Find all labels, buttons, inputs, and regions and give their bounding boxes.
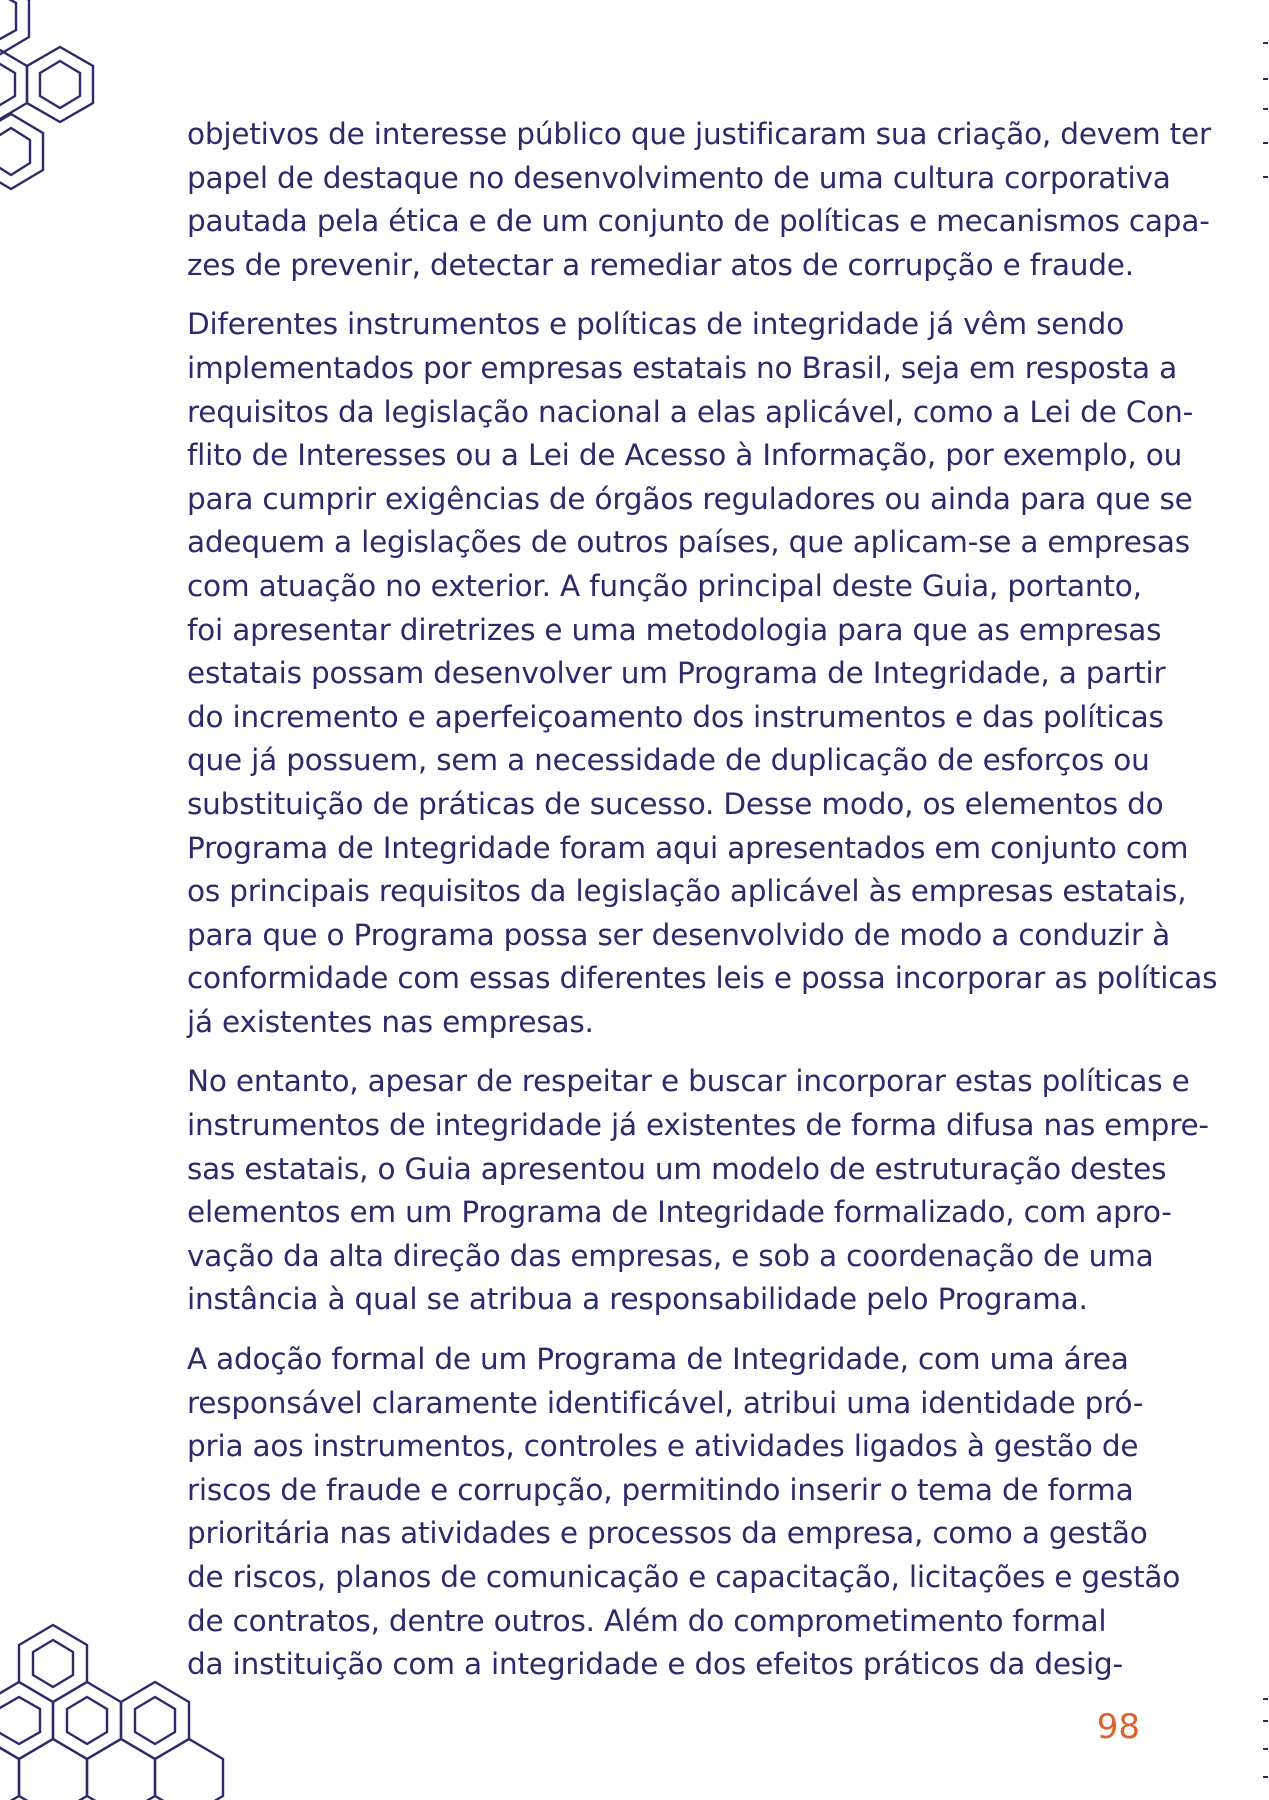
text-line: estatais possam desenvolver um Programa de Integridade, a partir bbox=[187, 656, 1166, 691]
text-line: requisitos da legislação nacional a elas aplicável, como a Lei de Con- bbox=[187, 394, 1194, 429]
edge-mark bbox=[1263, 142, 1268, 144]
right-edge-marks-top bbox=[1261, 30, 1269, 200]
text-line: de contratos, dentre outros. Além do comprometimento formal bbox=[187, 1603, 1107, 1638]
text-line: da instituição com a integridade e dos efeitos práticos da desig- bbox=[187, 1647, 1123, 1682]
hexagon-outline bbox=[135, 1697, 175, 1744]
text-line: conformidade com essas diferentes leis e possa incorporar as políticas bbox=[187, 961, 1218, 996]
text-line: Programa de Integridade foram aqui apresentados em conjunto com bbox=[187, 830, 1189, 865]
text-line: substituição de práticas de sucesso. Desse modo, os elementos do bbox=[187, 786, 1164, 821]
hexagon-outline bbox=[0, 47, 27, 122]
text-line: instrumentos de integridade já existentes de forma difusa nas empre- bbox=[187, 1108, 1209, 1143]
hexagon-outline bbox=[67, 1697, 107, 1744]
text-line: No entanto, apesar de respeitar e buscar incorporar estas políticas e bbox=[187, 1064, 1190, 1099]
text-line: para cumprir exigências de órgãos reguladores ou ainda para que se bbox=[187, 481, 1193, 516]
text-line: A adoção formal de um Programa de Integridade, com uma área bbox=[187, 1342, 1129, 1377]
hexagon-outline bbox=[19, 1625, 87, 1702]
hexagon-outline bbox=[53, 1682, 121, 1759]
hexagon-outline bbox=[19, 1739, 87, 1800]
edge-mark bbox=[1263, 1698, 1268, 1700]
edge-mark bbox=[1263, 1748, 1268, 1750]
edge-mark bbox=[1263, 78, 1268, 80]
paragraph bbox=[187, 1338, 1181, 1687]
text-line: pautada pela ética e de um conjunto de políticas e mecanismos capa- bbox=[187, 204, 1210, 239]
text-line: com atuação no exterior. A função principal deste Guia, portanto, bbox=[187, 568, 1142, 603]
hexagon-outline bbox=[0, 61, 15, 108]
text-line: papel de destaque no desenvolvimento de uma cultura corporativa bbox=[187, 160, 1171, 195]
paragraph bbox=[187, 1060, 1209, 1322]
right-edge-marks-bottom bbox=[1261, 1690, 1269, 1790]
text-line: pria aos instrumentos, controles e atividades ligados à gestão de bbox=[187, 1429, 1139, 1464]
paragraph bbox=[187, 303, 1218, 1044]
hexagon-outline bbox=[155, 1739, 223, 1800]
hexagon-outline bbox=[0, 0, 29, 56]
text-line: zes de prevenir, detectar a remediar atos de corrupção e fraude. bbox=[187, 247, 1134, 282]
text-line: para que o Programa possa ser desenvolvido de modo a conduzir à bbox=[187, 917, 1170, 952]
hexagon-outline bbox=[0, 128, 30, 175]
text-line: responsável claramente identificável, atribui uma identidade pró- bbox=[187, 1385, 1144, 1420]
hexagon-outline bbox=[0, 1682, 53, 1759]
hexagon-outline bbox=[27, 47, 93, 122]
hexagon-outline bbox=[121, 1682, 189, 1759]
text-line: que já possuem, sem a necessidade de duplicação de esforços ou bbox=[187, 743, 1150, 778]
text-line: vação da alta direção das empresas, e sob a coordenação de uma bbox=[187, 1238, 1154, 1273]
text-line: foi apresentar diretrizes e uma metodologia para que as empresas bbox=[187, 612, 1162, 647]
text-line: instância à qual se atribua a responsabilidade pelo Programa. bbox=[187, 1282, 1088, 1317]
hexagon-pattern-top-decoration bbox=[0, 0, 110, 210]
text-line: riscos de fraude e corrupção, permitindo inserir o tema de forma bbox=[187, 1472, 1134, 1507]
text-line: de riscos, planos de comunicação e capacitação, licitações e gestão bbox=[187, 1560, 1181, 1594]
page-number: 98 bbox=[1096, 1707, 1140, 1747]
hexagon-cluster-top bbox=[0, 0, 93, 189]
hexagon-outline bbox=[33, 1640, 73, 1687]
edge-mark bbox=[1263, 1776, 1268, 1778]
hexagon-outline bbox=[87, 1739, 155, 1800]
text-line: do incremento e aperfeiçoamento dos instrumentos e das políticas bbox=[187, 699, 1164, 734]
text-line: objetivos de interesse público que justificaram sua criação, devem ter bbox=[187, 117, 1211, 151]
hexagon-outline bbox=[0, 1697, 40, 1744]
edge-mark bbox=[1263, 176, 1268, 178]
hexagon-outline bbox=[40, 61, 80, 108]
hexagon-outline bbox=[0, 1739, 19, 1800]
text-line: flito de Interesses ou a Lei de Acesso à Informação, por exemplo, ou bbox=[187, 438, 1183, 473]
text-line: os principais requisitos da legislação aplicável às empresas estatais, bbox=[187, 874, 1187, 909]
text-line: adequem a legislações de outros países, que aplicam-se a empresas bbox=[187, 525, 1190, 560]
text-line: elementos em um Programa de Integridade formalizado, com apro- bbox=[187, 1195, 1172, 1230]
text-line: Diferentes instrumentos e políticas de integridade já vêm sendo bbox=[187, 307, 1125, 342]
text-line: implementados por empresas estatais no Brasil, seja em resposta a bbox=[187, 350, 1177, 385]
body-text-column bbox=[187, 113, 1218, 1703]
hexagon-outline bbox=[0, 114, 43, 189]
edge-mark bbox=[1263, 108, 1268, 110]
text-line: sas estatais, o Guia apresentou um modelo de estruturação destes bbox=[187, 1151, 1167, 1186]
hexagon-outline bbox=[0, 0, 16, 43]
edge-mark bbox=[1263, 42, 1268, 44]
edge-mark bbox=[1263, 1720, 1268, 1722]
paragraph bbox=[187, 113, 1211, 287]
text-line: prioritária nas atividades e processos da empresa, como a gestão bbox=[187, 1516, 1148, 1551]
text-line: já existentes nas empresas. bbox=[187, 1004, 594, 1039]
